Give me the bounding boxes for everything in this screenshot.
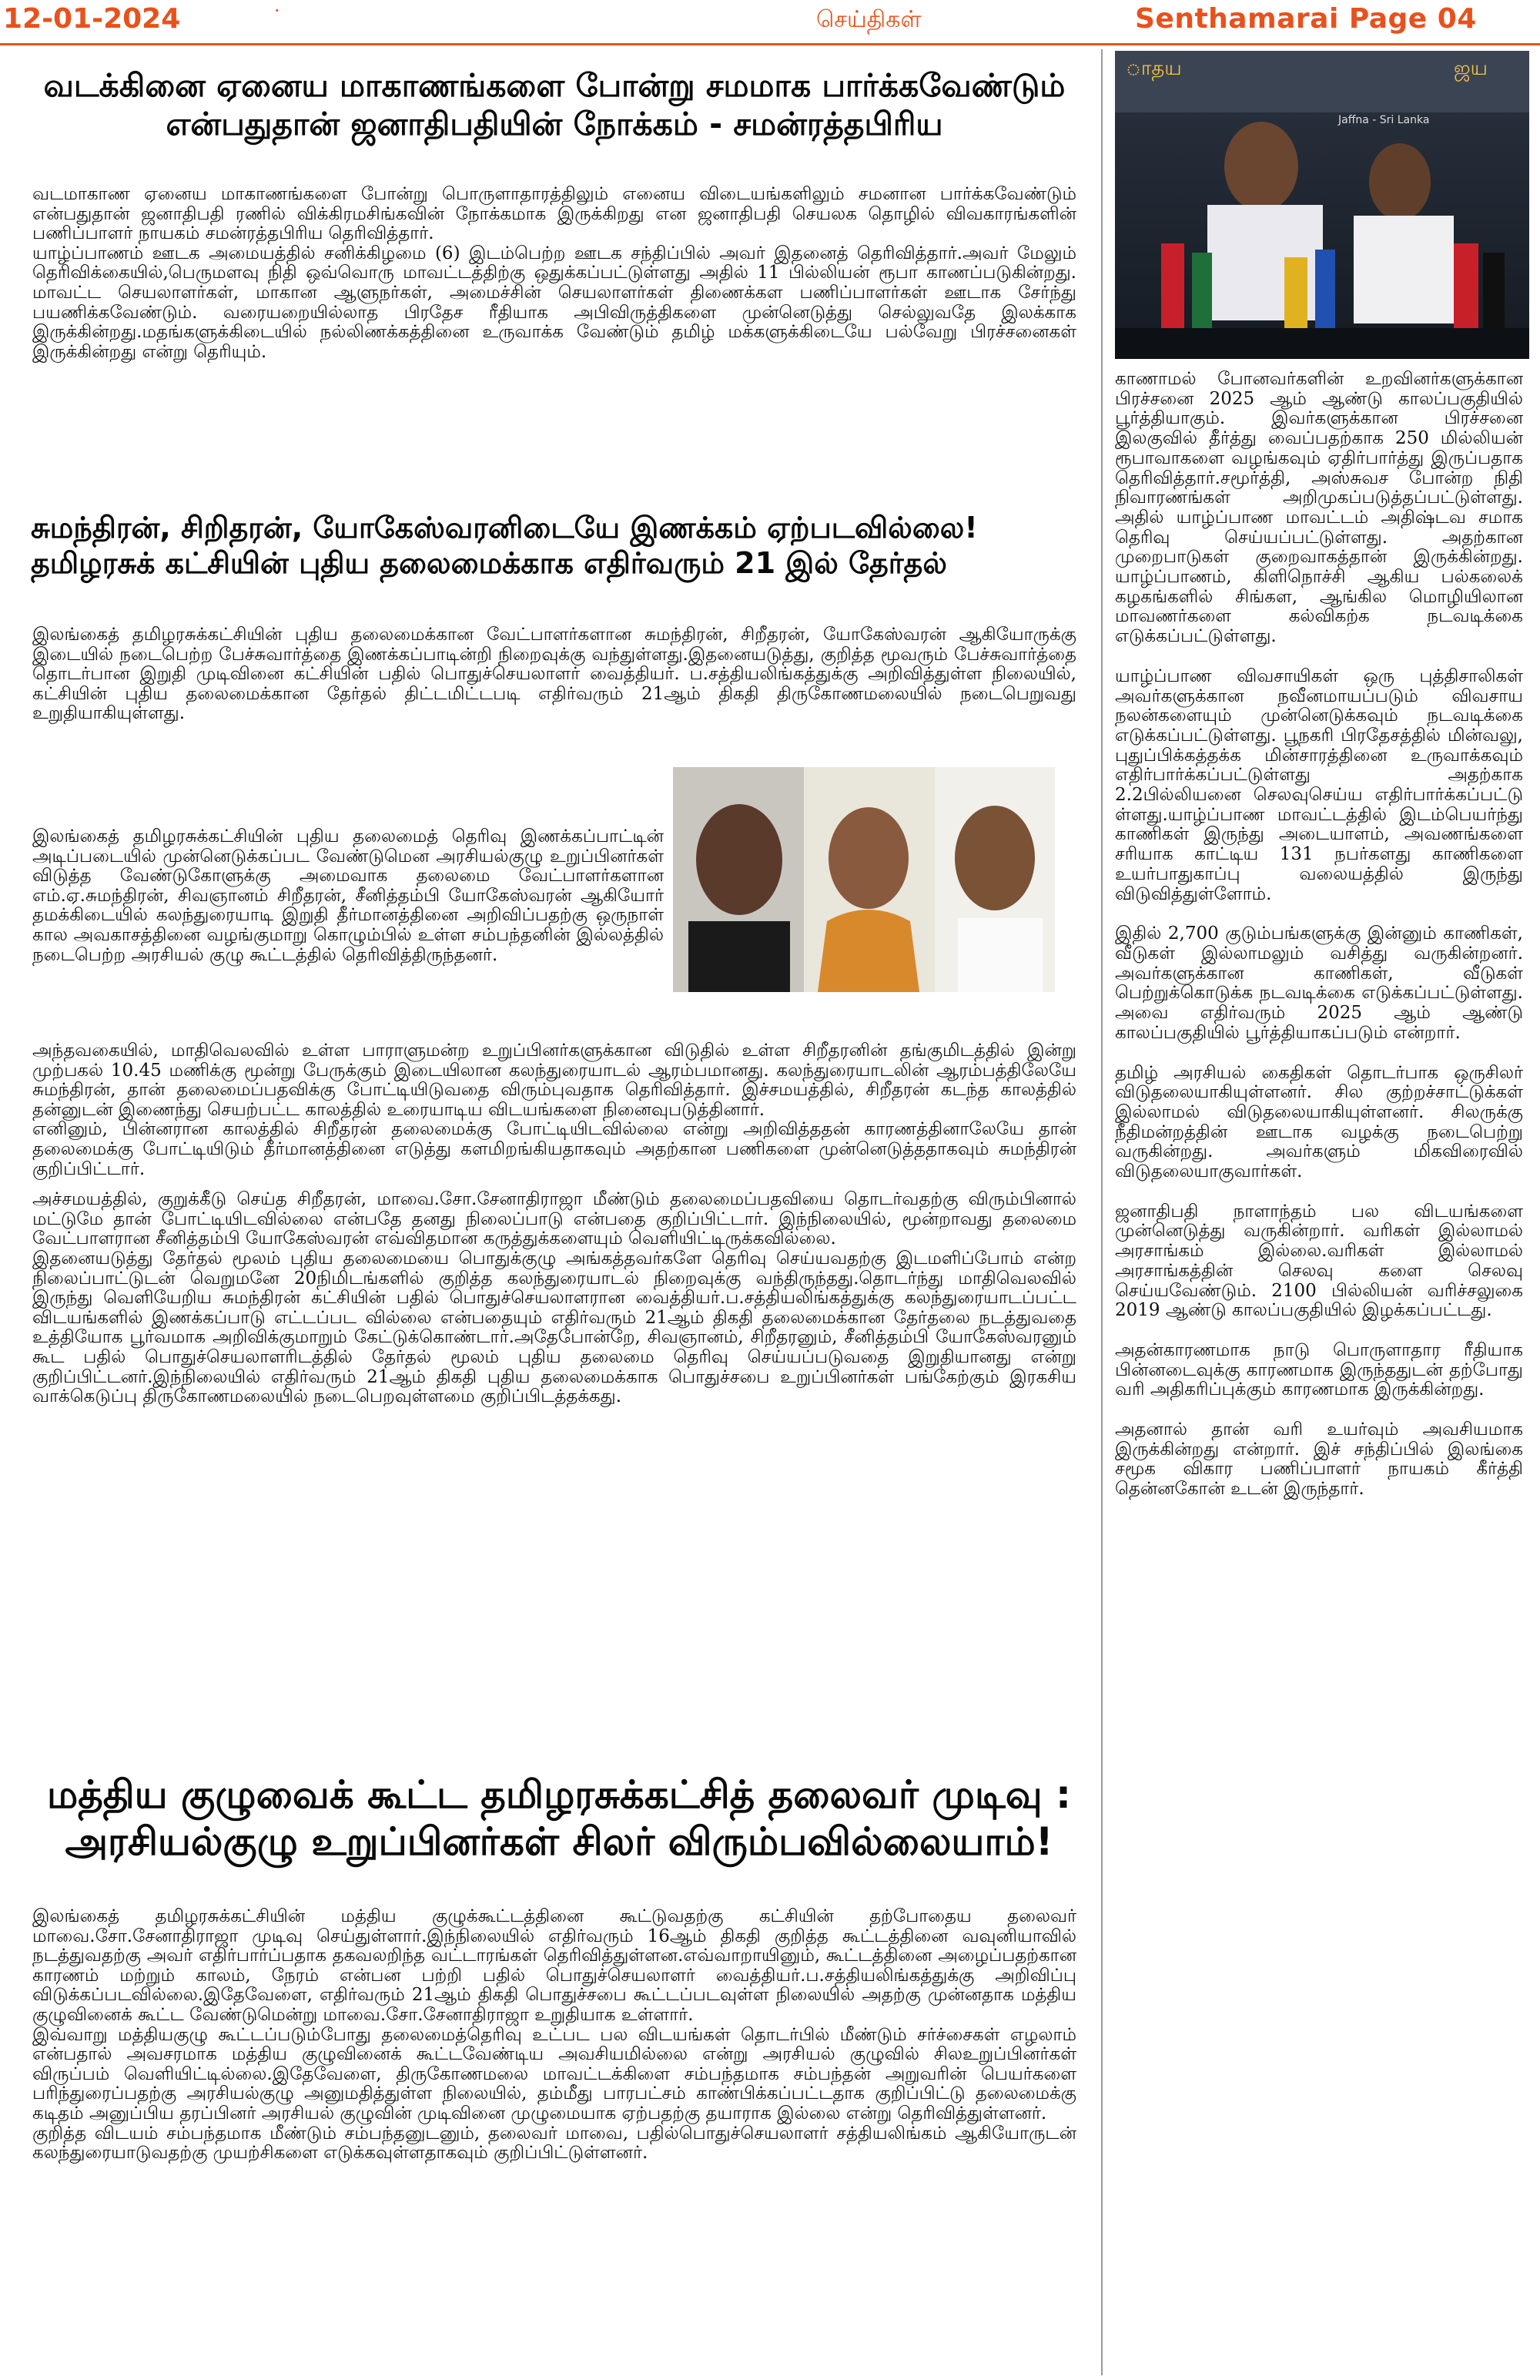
article3-paragraph: குறித்த விடயம் சம்பந்தமாக மீண்டும் சம்பந்தனுடனும், தலைவர் மாவை, பதில்பொதுச்செயலாளர் சத்தியலிங்கம் ஆகியோருடன் கலந்துரையாடுவதற்கு முயற்சிகளை எடுக்கவுள்ளதாகவும் குறிப்பிட்டுள்ளனர். <box>32 2123 1076 2164</box>
article2-paragraph: இலங்கைத் தமிழரசுக்கட்சியின் புதிய தலைமைக்கான வேட்பாளர்களான சுமந்திரன், சிறீதரன், யோகேஸ்வரன் ஆகியோருக்கு இடையில் நடைபெற்ற பேச்சுவார்த்தை இணக்கப்பாடின்றி நிறைவுக்கு வந்துள்ளது.இதனையடுத்து, குறித்த மூவரும் பேச்சுவார்த்தை தொடர்பான இறுதி முடிவினை கட்சியின் பதில் பொதுச்செயலாளர் வைத்தியர். ப.சத்தியலிங்கத்துக்கு அறிவித்துள்ள நிலையில், கட்சியின் புதிய தலைமைக்கான தேர்தல் திட்டமிட்டபடி எதிர்வரும் 21ஆம் திகதி திருகோணமலையில் நடைபெறுவது உறுதியாகியுள்ளது. <box>32 625 1076 724</box>
sidebar-paragraph: யாழ்ப்பாண விவசாயிகள் ஒரு புத்திசாலிகள் அவர்களுக்கான நவீனமாயப்படும் விவசாய நலன்களையும் முன்னெடுக்கவும் நடவடிக்கை எடுக்கப்பட்டுள்ளது. பூநகரி பிரதேசத்தில் மின்வலு, புதுப்பிக்கத்தக்க மின்சாரத்தினை உருவாக்கவும் எதிர்பார்க்கப்பட்டுள்ளது அதற்காக 2.2பில்லியனை செலவுசெய்ய எதிர்பார்க்கப்பட்டு ள்ளது.யாழ்ப்பாண மாவட்டத்தில் இடம்பெயர்ந்து காணிகள் இருந்து அடையாளம், அவணங்களை சரியாக காட்டிய 131 நபர்களது காணிகளை உயர்பாதுகாப்பு வலையத்தில் இருந்து விடுவித்துள்ளோம். <box>1115 665 1523 904</box>
sidebar-photo <box>1115 51 1529 359</box>
portraits-image <box>673 767 1055 992</box>
article2-headline-line1: சுமந்திரன், சிறிதரன், யோகேஸ்வரனிடையே இணக்கம் ஏற்படவில்லை! <box>31 511 978 545</box>
article1-body <box>32 185 1076 470</box>
article2-body-bottom <box>32 1041 1076 1610</box>
sidebar-column <box>1115 370 1523 2372</box>
sidebar-paragraph: இதில் 2,700 குடும்பங்களுக்கு இன்னும் காணிகள், வீடுகள் இல்லாமலும் வசித்து வருகின்றனர். அவர்களுக்கான காணிகள், வீடுகள் பெற்றுக்கொடுக்க நடவடிக்கை எடுக்கப்பட்டுள்ளது. அவை எதிர்வரும் 2025 ஆம் ஆண்டு காலப்பகுதியில் பூர்த்தியாகப்படும் என்றார். <box>1115 924 1523 1043</box>
section-name: செய்திகள் <box>816 6 922 33</box>
issue-date: 12-01-2024 <box>3 3 181 35</box>
article1-headline-line2: என்பதுதான் ஜனாதிபதியின் நோக்கம் - சமன்ரத்தபிரிய <box>166 106 943 143</box>
sidebar-paragraph: ஜனாதிபதி நாளாந்தம் பல விடயங்களை முன்னெடுத்து வருகின்றார். வரிகள் இல்லாமல் அரசாங்கம் இல்லை.வரிகள் இல்லாமல் அரசாங்கத்தின் செலவு களை செலவு செய்யவேண்டும். 2100 பில்லியன் வரிச்சலுகை 2019 ஆண்டு காலப்பகுதியில் இழக்கப்பட்டது. <box>1115 1201 1523 1321</box>
article2-body-top <box>32 625 1076 764</box>
photo-banner-text: ாதய <box>1126 57 1182 80</box>
article3-headline <box>28 1772 1090 1879</box>
article2-headline <box>31 510 1086 602</box>
article2-photo <box>673 767 1055 992</box>
sidebar-paragraph: காணாமல் போனவர்களின் உறவினர்களுக்கான பிரச்சனை 2025 ஆம் ஆண்டு காலப்பகுதியில் பூர்த்தியாகும். இவர்களுக்கான பிரச்சனை இலகுவில் தீர்த்து வைப்பதற்காக 250 மில்லியன் ரூபாவாகளை வழங்கவும் ஏதிர்பார்த்து இருப்பதாக தெரிவித்தார்.சமூர்த்தி, அஸ்சுவச போன்ற நிதி நிவாரணங்கள் அறிமுகப்படுத்தப்பட்டுள்ளது. அதில் யாழ்ப்பாண மாவட்டம் அதிஷ்டவ சமாக தெரிவு செய்யப்பட்டுள்ளது. அதற்கான முறைபாடுகள் குறைவாகத்தான் இருக்கின்றது. யாழ்ப்பாணம், கிளிநொச்சி ஆகிய பல்கலைக் கழகங்களில் சிங்கள, ஆங்கில மொழியிலான மாவணர்களை கல்விகற்க நடவடிக்கை எடுக்கப்பட்டுள்ளது. <box>1115 370 1523 647</box>
column-divider <box>1101 49 1103 2375</box>
article1-paragraph: யாழ்ப்பாணம் ஊடக அமையத்தில் சனிக்கிழமை (6) இடம்பெற்ற ஊடக சந்திப்பில் அவர் இதனைத் தெரிவித்தார்.அவர் மேலும் தெரிவிக்கையில்,பெருமளவு நிதி ஒவ்வொரு மாவட்டத்திற்கு ஒதுக்கப்பட்டுள்ளது அதில் 11 பில்லியன் ரூபா காணப்படுகின்றது. மாவட்ட செயலாளர்கள், மாகான ஆளுநர்கள், அமைச்சின் செயலாளர்கள் திணைக்கள பணிப்பாளர்கள் ஊடாக சேர்ந்து பயணிக்கவேண்டும். வரையறையில்லாத பிரதேச ரீதியாக அபிவிருத்திகளை முன்னெடுத்து செல்லுவதே இலக்காக இருக்கின்றது.மதங்களுக்கிடையில் நல்லிணக்கத்தினை உருவாக்க வேண்டும் தமிழ் மக்களுக்கிடையே பல்வேறு பிரச்சனைகள் இருக்கின்றது என்று தெரியும். <box>32 243 1076 362</box>
article2-headline-line2: தமிழரசுக் கட்சியின் புதிய தலைமைக்காக எதிர்வரும் 21 இல் தேர்தல் <box>31 546 947 581</box>
article1-headline-line1: வடக்கினை ஏனைய மாகாணங்களை போன்று சமமாக பார்க்கவேண்டும் <box>43 67 1066 104</box>
photo-caption: Jaffna - Sri Lanka <box>1338 114 1430 126</box>
masthead-page-number: Senthamarai Page 04 <box>1135 3 1477 35</box>
header-dot: · <box>274 0 280 22</box>
article3-headline-line1: மத்திய குழுவைக் கூட்ட தமிழரசுக்கட்சித் தலைவர் முடிவு : <box>46 1772 1071 1817</box>
article2-paragraph: இதனையடுத்து தேர்தல் மூலம் புதிய தலைமையை பொதுக்குழு அங்கத்தவர்களே தெரிவு செய்யவதற்கு இடமளிப்போம் என்ற நிலைப்பாட்டுடன் வெறுமனே 20நிமிடங்களில் குறித்த கலந்துரையாடல் நிறைவுக்கு வந்திருந்தது.தொடர்ந்து மாதிவெலவில் இருந்து வெளியேறிய சுமந்திரன் கட்சியின் பதில் பொதுச்செயலாளரான வைத்தியர்.ப.சத்தியலிங்கத்துக்கு கலந்துரையாடப்பட்ட விடயங்களில் இணக்கப்பாடு எட்டப்பட வில்லை என்பதையும் எதிர்வரும் 21ஆம் திகதி தலைமைக்கான தேர்தலை நடத்துவதை உத்தியோக பூர்வமாக அறிவிக்குமாறும் கேட்டுக்கொண்டார்.அதேபோன்றே, சிவஞானம், சிறீதரனும், சீனித்தம்பி யோகேஸ்வரனும் கூட பதில் பொதுச்செயலாளரிடத்தில் தேர்தல் மூலம் புதிய தலைமை தெரிவு செய்யப்படுவதை இறுதியானது என்று குறிப்பிட்டனர்.இந்நிலையில் எதிர்வரும் 21ஆம் திகதி புதிய தலைமைக்காக பொதுச்சபை உறுப்பினர்கள் பங்கேற்கும் இரகசிய வாக்கெடுப்பு திருகோணமலையில் நடைபெறவுள்ளமை குறிப்பிடத்தக்கது. <box>32 1248 1076 1407</box>
article3-paragraph: இவ்வாறு மத்தியகுழு கூட்டப்படும்போது தலைமைத்தெரிவு உட்பட பல விடயங்கள் தொடர்பில் மீண்டும் சர்ச்சைகள் எழலாம் என்பதால் அவசரமாக மத்திய குழுவினைக் கூட்டவேண்டிய அவசியமில்லை என்று அரசியல் குழுவில் சிலஉறுப்பினர்கள் விருப்பம் வெளியிட்டில்லை.இதேவேளை, திருகோணமலை மாவட்டக்கிளை சம்பந்தமாக சம்பந்தன் அறுவரின் பெயர்களை பரிந்துரைப்பதற்கு அரசியல்குழு அனுமதித்துள்ள நிலையில், தம்மீது பாரபட்சம் காண்பிக்கப்பட்டதாக குறிப்பிட்டு தலைமைக்கு கடிதம் அனுப்பிய தரப்பினர் அரசியல் குழுவின் முடிவினை முழுமையாக ஏற்பதற்கு தயாராக இல்லை என்று தெரிவித்துள்ளனர். <box>32 2024 1076 2124</box>
press-conference-image <box>1115 51 1529 359</box>
article1-paragraph: வடமாகாண ஏனைய மாகாணங்களை போன்று பொருளாதாரத்திலும் எனைய விடையங்களிலும் சமனான பார்க்கவேண்டும் என்பதுதான் ஜனாதிபதி ரணில் விக்கிரமசிங்கவின் நோக்கமாக இருக்கிறது என ஜனாதிபதி செயலக தொழில் விவகாரங்களின் பணிப்பாளர் நாயகம் சமன்ரத்தபிரிய தெரிவித்தார். <box>32 185 1076 244</box>
sidebar-paragraph: அதன்காரணமாக நாடு பொருளாதார ரீதியாக பின்னடைவுக்கு காரணமாக இருந்ததுடன் தற்போது வரி அதிகரிப்புக்கும் காரணமாக இருக்கின்றது. <box>1115 1339 1523 1400</box>
header-rule <box>0 43 1540 45</box>
article3-body <box>32 1907 1076 2374</box>
article2-body-wrap <box>32 827 664 989</box>
sidebar-paragraph: தமிழ் அரசியல் கைதிகள் தொடர்பாக ஒருசிலர் விடுதலையாகியுள்ளனர். சில குற்றச்சாட்டுக்கள் இல்லாமல் விடுதலையாகியுள்ளனர். சிலருக்கு நீதிமன்றத்தின் ஊடாக வழக்கு நடைபெற்று வருகின்றது. அவர்களும் மிகவிரைவில் விடுதலையாகுவார்கள். <box>1115 1062 1523 1182</box>
article2-paragraph: அச்சமயத்தில், குறுக்கீடு செய்த சிறீதரன், மாவை.சோ.சேனாதிராஜா மீண்டும் தலைமைப்பதவியை தொடர்வதற்கு விரும்பினால் மட்டுமே தான் போட்டியிடவில்லை என்பதே தனது நிலைப்பாடு என்பதை குறிப்பிட்டார். இந்நிலையில், மூன்றாவது தலைமை வேட்பாளரான சீனித்தம்பி யோகேஸ்வரன் எவ்விதமான கருத்துக்களையும் வெளியிட்டிருக்கவில்லை. <box>32 1189 1076 1249</box>
sidebar-paragraph: அதனால் தான் வரி உயர்வும் அவசியமாக இருக்கின்றது என்றார். இச் சந்திப்பில் இலங்கை சமூக விகார பணிப்பாளர் நாயகம் கீர்த்தி தென்னகோன் உடன் இருந்தார். <box>1115 1420 1523 1500</box>
article3-headline-line2: அரசியல்குழு உறுப்பினர்கள் சிலர் விரும்பவில்லையாம்! <box>65 1819 1053 1864</box>
article3-paragraph: இலங்கைத் தமிழரசுக்கட்சியின் மத்திய குழுக்கூட்டத்தினை கூட்டுவதற்கு கட்சியின் தற்போதைய தலைவர் மாவை.சோ.சேனாதிராஜா முடிவு செய்துள்ளார்.இந்நிலையில் எதிர்வரும் 16ஆம் திகதி குறித்த கூட்டத்தினை வவுனியாவில் நடத்துவதற்கு அவர் எதிர்பார்ப்பதாக தகவலறிந்த வட்டாரங்கள் தெரிவித்துள்ளன.எவ்வாறாயினும், கூட்டத்தினை அழைப்பதற்கான காரணம் மற்றும் காலம், நேரம் என்பன பற்றி பதில் பொதுச்செயலாளர் வைத்தியர்.ப.சத்தியலிங்கத்துக்கு அறிவிப்பு விடுக்கப்படவில்லை.இதேவேளை, எதிர்வரும் 21ஆம் திகதி பொதுச்சபை கூட்டப்படவுள்ள நிலையில் அதற்கு முன்னதாக மத்திய குழுவினைக் கூட்ட வேண்டுமென்று மாவை.சோ.சேனாதிராஜா உறுதியாக உள்ளார். <box>32 1907 1076 2025</box>
article2-paragraph: அந்தவகையில், மாதிவெலவில் உள்ள பாராளுமன்ற உறுப்பினர்களுக்கான விடுதில் உள்ள சிறீதரனின் தங்குமிடத்தில் இன்று முற்பகல் 10.45 மணிக்கு மூன்று பேருக்கும் இடையிலான கலந்துரையாடல் ஆரம்பமானது. கலந்துரையாடலின் ஆரம்பத்திலேயே சுமந்திரன், தான் தலைமைப்பதவிக்கு போட்டியிடுவதை விரும்புவதாக தெரிவித்தார். இச்சமயத்தில், சிறீதரன் கடந்த காலத்தில் தன்னுடன் இணைந்து செயற்பட்ட காலத்தில் உரையாடிய விடயங்களை நினைவுபடுத்தினார். <box>32 1041 1076 1120</box>
photo-banner-text: ஜய <box>1454 57 1488 80</box>
article1-headline <box>23 66 1086 159</box>
article2-paragraph: எனினும், பின்னரான காலத்தில் சிறீதரன் தலைமைக்கு போட்டியிடவில்லை என்று அறிவித்ததன் காரணத்தினாலேயே தான் தலைமைக்கு போட்டியிடும் தீர்மானத்தினை எடுத்து களமிறங்கியதாகவும் அதற்கான பணிகளை முன்னெடுத்ததாகவும் சுமந்திரன் குறிப்பிட்டார். <box>32 1119 1076 1179</box>
article2-paragraph: இலங்கைத் தமிழரசுக்கட்சியின் புதிய தலைமைத் தெரிவு இணக்கப்பாட்டின் அடிப்படையில் முன்னெடுக்கப்பட வேண்டுமென அரசியல்குழு உறுப்பினர்கள் விடுத்த வேண்டுகோளுக்கு அமைவாக தலைமை வேட்பாளர்களான எம்.ஏ.சுமந்திரன், சிவஞானம் சிறீதரன், சீனித்தம்பி யோகேஸ்வரன் ஆகியோர் தமக்கிடையில் கலந்துரையாடி இறுதி தீர்மானத்தினை அறிவிப்பதற்கு ஒருநாள் கால அவகாசத்தினை வழங்குமாறு கொழும்பில் உள்ள சம்பந்தனின் இல்லத்தில் நடைபெற்ற அரசியல் குழு கூட்டத்தில் தெரிவித்திருந்தனர். <box>32 827 664 965</box>
